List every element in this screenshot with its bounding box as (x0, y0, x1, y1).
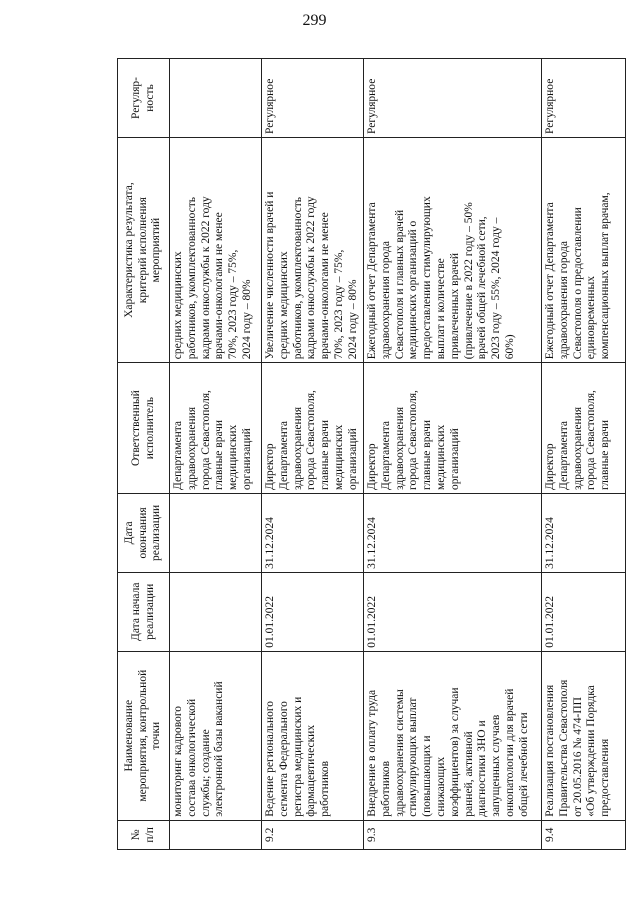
row-end-date: 31.12.2024 (542, 493, 626, 572)
table-row (262, 59, 364, 850)
row-start-date (170, 572, 262, 651)
row-start-date: 01.01.2022 (262, 572, 364, 651)
row-regularity: Регулярное (542, 59, 626, 138)
row-result: Увеличение численности врачей и средних медицинских работников, укомплектованность кадрами онкослужбы к 2022 году врачами-онкологами не менее 70%, 2023 году – 75%, 2024 году – 80% (262, 137, 364, 362)
row-regularity: Регулярное (262, 59, 364, 138)
header-responsible: Ответственный исполнитель (118, 363, 170, 494)
row-result: Ежегодный отчет Департамента здравоохранения города Севастополя и главных врачей медицинских организаций о предоставлении стимулирующих выплат и количестве привлеченных врачей (привлечение в 2022 году – 50% врачей общей лечебной сети, 2023 году – 55%, 2024 году – 60%) (364, 137, 542, 362)
table-row (364, 59, 542, 850)
row-regularity (170, 59, 262, 138)
row-end-date: 31.12.2024 (262, 493, 364, 572)
row-number (170, 820, 262, 849)
row-regularity: Регулярное (364, 59, 542, 138)
table-header-row (118, 59, 170, 850)
header-number: № п/п (118, 820, 170, 849)
header-start-date: Дата начала реализации (118, 572, 170, 651)
header-result: Характеристика результата, критерий исполнения мероприятий (118, 137, 170, 362)
row-name: мониторинг кадрового состава онкологической службы; создание электронной базы вакансий (170, 651, 262, 820)
row-responsible: Директор Департамента здравоохранения города Севастополя, главные врачи медицинских организаций (262, 363, 364, 494)
row-result: средних медицинских работников, укомплектованность кадрами онкослужбы к 2022 году врачами-онкологами не менее 70%, 2023 году – 75%, 2024 году – 80% (170, 137, 262, 362)
row-start-date: 01.01.2022 (542, 572, 626, 651)
table-row (542, 59, 626, 850)
row-name: Ведение регионального сегмента Федерального регистра медицинских и фармацевтических работников (262, 651, 364, 820)
row-end-date: 31.12.2024 (364, 493, 542, 572)
row-result: Ежегодный отчет Департамента здравоохранения города Севастополя о предоставлении единовременных компенсационных выплат врачам, (542, 137, 626, 362)
row-start-date: 01.01.2022 (364, 572, 542, 651)
row-responsible: Директор Департамента здравоохранения города Севастополя, главные врачи (542, 363, 626, 494)
header-regularity: Регуляр- ность (118, 59, 170, 138)
header-end-date: Дата окончания реализации (118, 493, 170, 572)
header-name: Наименование мероприятия, контрольной точки (118, 651, 170, 820)
row-name: Реализация постановления Правительства Севастополя от 20.05.2016 № 474-ПП «Об утверждении Порядка предоставления (542, 651, 626, 820)
row-number: 9.2 (262, 820, 364, 849)
row-responsible: Департамента здравоохранения города Севастополя, главные врачи медицинских организаций (170, 363, 262, 494)
row-responsible: Директор Департамента здравоохранения города Севастополя, главные врачи медицинских организаций (364, 363, 542, 494)
table-row (170, 59, 262, 850)
page-number: 299 (302, 12, 327, 29)
events-table (117, 58, 626, 850)
rotated-table-container (117, 58, 612, 850)
row-number: 9.4 (542, 820, 626, 849)
row-name: Внедрение в оплату труда работников здравоохранения системы стимулирующих выплат (повышающих и снижающих коэффициентов) за случаи ранней, активной диагностики ЗНО и запущенных случаев онкопатологии для врачей общей лечебной сети (364, 651, 542, 820)
row-end-date (170, 493, 262, 572)
row-number: 9.3 (364, 820, 542, 849)
